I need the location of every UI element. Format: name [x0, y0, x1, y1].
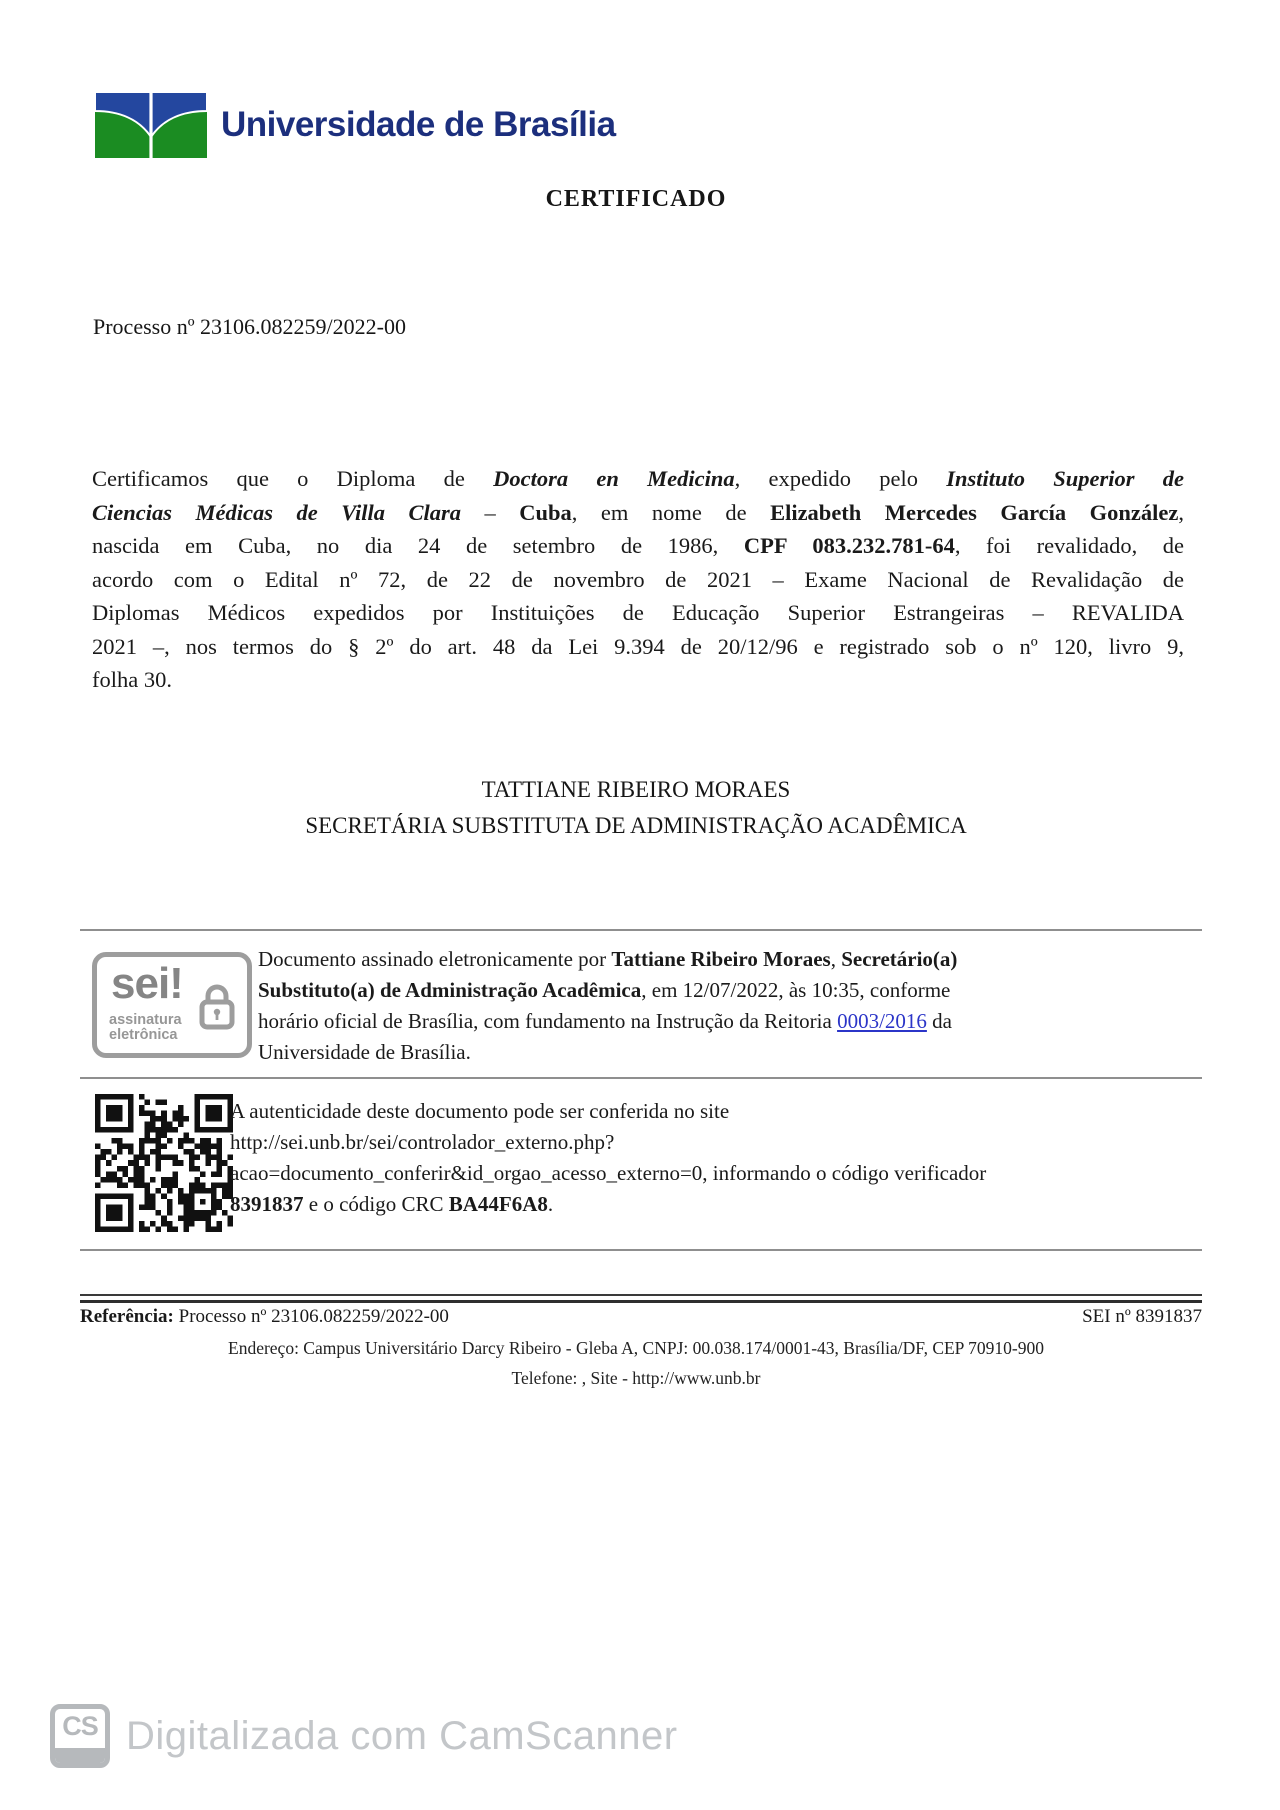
authenticity-line: 8391837 e o código CRC BA44F6A8.	[230, 1192, 554, 1216]
camscanner-watermark	[50, 1704, 678, 1768]
reference-text: Referência: Processo nº 23106.082259/2022-00	[80, 1306, 449, 1327]
body-line: acordo com o Edital nº 72, de 22 de novembro de 2021 – Exame Nacional de Revalidação de	[92, 566, 1184, 592]
authenticity-line: http://sei.unb.br/sei/controlador_externo.php?	[230, 1130, 615, 1154]
authenticity-line: acao=documento_conferir&id_orgao_acesso_externo=0, informando o código verificador	[230, 1161, 987, 1185]
footer-reference-row	[80, 1306, 1202, 1328]
sei-logo: sei!	[111, 959, 183, 1008]
separator-line	[80, 1249, 1202, 1251]
sei-number: SEI nº 8391837	[1082, 1306, 1202, 1327]
camscanner-text: Digitalizada com CamScanner	[126, 1713, 678, 1758]
footer-address: Endereço: Campus Universitário Darcy Ribeiro - Gleba A, CNPJ: 00.038.174/0001-43, Brasília/DF, CEP 70910-900	[228, 1338, 1044, 1358]
body-line: nascida em Cuba, no dia 24 de setembro de 1986, CPF 083.232.781-64, foi revalidado, de	[92, 533, 1184, 558]
signature-statement	[258, 944, 1198, 1068]
authenticity-line: A autenticidade deste documento pode ser conferida no site	[230, 1099, 730, 1123]
separator-line	[80, 1077, 1202, 1079]
signature-line: Substituto(a) de Administração Acadêmica, em 12/07/2022, às 10:35, conforme	[258, 978, 951, 1002]
university-name: Universidade de Brasília	[221, 105, 616, 144]
footer-phone-site: Telefone: , Site - http://www.unb.br	[511, 1368, 761, 1388]
body-line: Certificamos que o Diploma de Doctora en Medicina, expedido pelo Instituto Superior de	[92, 466, 1184, 491]
body-line: Diplomas Médicos expedidos por Instituições de Educação Superior Estrangeiras – REVALIDA	[92, 600, 1184, 625]
body-line: folha 30.	[92, 667, 172, 692]
sei-signature-stamp	[92, 952, 252, 1058]
camscanner-icon: CS	[50, 1704, 110, 1768]
authenticity-statement	[230, 1096, 1190, 1220]
signer-role: SECRETÁRIA SUBSTITUTA DE ADMINISTRAÇÃO ACADÊMICA	[305, 813, 967, 838]
body-line: Ciencias Médicas de Villa Clara – Cuba, em nome de Elizabeth Mercedes García González,	[92, 499, 1184, 525]
signature-line: Documento assinado eletronicamente por Tattiane Ribeiro Moraes, Secretário(a)	[258, 947, 958, 971]
document-title: CERTIFICADO	[545, 186, 727, 212]
instruction-link[interactable]: 0003/2016	[837, 1009, 927, 1033]
qr-code	[95, 1094, 233, 1232]
footer-double-rule	[80, 1294, 1202, 1303]
separator-line	[80, 929, 1202, 931]
unb-header	[95, 92, 616, 158]
sei-subtitle: assinatura eletrônica	[109, 1012, 182, 1043]
signature-line: horário oficial de Brasília, com fundamento na Instrução da Reitoria 0003/2016 da	[258, 1009, 952, 1033]
signer-name: TATTIANE RIBEIRO MORAES	[481, 777, 791, 802]
signature-line: Universidade de Brasília.	[258, 1040, 471, 1064]
signer-block	[0, 772, 1272, 844]
process-number: Processo nº 23106.082259/2022-00	[93, 314, 406, 339]
unb-logo-icon	[95, 92, 207, 158]
body-line: 2021 –, nos termos do § 2º do art. 48 da Lei 9.394 de 20/12/96 e registrado sob o nº 120, livro 9,	[92, 633, 1184, 659]
certificate-body	[92, 462, 1184, 697]
padlock-icon	[197, 983, 237, 1031]
